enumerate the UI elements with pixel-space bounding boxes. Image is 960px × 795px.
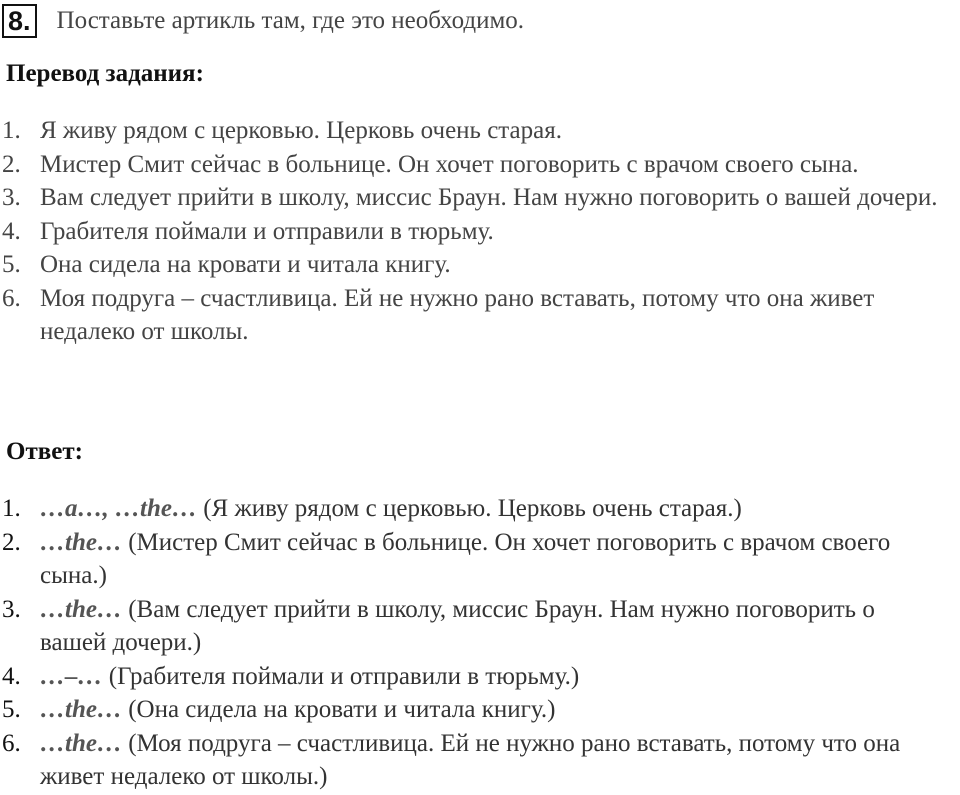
item-text: Она сидела на кровати и читала книгу. <box>40 251 451 278</box>
item-number: 6. <box>2 284 21 312</box>
answer-title: Ответ: <box>6 438 83 465</box>
list-item <box>0 660 958 694</box>
answer-key: …the… <box>40 595 122 623</box>
exercise-header <box>2 4 524 38</box>
answer-list <box>0 492 958 794</box>
item-text: (Она сидела на кровати и читала книгу.) <box>128 696 556 723</box>
list-item <box>0 693 958 727</box>
item-text: (Мистер Смит сейчас в больнице. Он хочет поговорить с врачом своего сына.) <box>40 528 891 589</box>
list-item <box>0 492 958 526</box>
list-item <box>0 593 958 660</box>
item-text: Мистер Смит сейчас в больнице. Он хочет поговорить с врачом своего сына. <box>40 150 859 178</box>
exercise-number: 8. <box>2 4 37 38</box>
item-text: Моя подруга – счастливица. Ей не нужно рано вставать, потому что она живет недалеко от школы. <box>40 284 875 345</box>
list-item <box>0 148 958 182</box>
item-number: 3. <box>2 184 21 211</box>
item-text: Я живу рядом с церковью. Церковь очень старая. <box>40 117 562 144</box>
item-number: 6. <box>2 729 21 757</box>
translation-list <box>0 114 958 349</box>
list-item <box>0 526 958 593</box>
list-item <box>0 114 958 148</box>
item-number: 4. <box>2 217 21 245</box>
item-number: 2. <box>2 528 21 556</box>
item-number: 1. <box>2 495 21 522</box>
item-number: 2. <box>2 150 21 178</box>
exercise-instruction: Поставьте артикль там, где это необходимо. <box>56 7 525 34</box>
item-number: 3. <box>2 595 21 623</box>
answer-key: …a…, …the… <box>40 495 197 522</box>
answer-key: …the… <box>40 729 122 757</box>
item-number: 4. <box>2 662 21 690</box>
item-number: 5. <box>2 696 21 723</box>
item-text: (Я живу рядом с церковью. Церковь очень старая.) <box>203 495 742 522</box>
answer-key: …the… <box>40 696 122 723</box>
list-item <box>0 282 958 349</box>
list-item <box>0 248 958 282</box>
item-text: (Моя подруга – счастливица. Ей не нужно рано вставать, потому что она живет недалеко от школы.) <box>40 729 901 790</box>
item-text: (Грабителя поймали и отправили в тюрьму.) <box>108 662 580 690</box>
item-number: 5. <box>2 251 21 278</box>
list-item <box>0 215 958 249</box>
item-text: (Вам следует прийти в школу, миссис Браун. Нам нужно поговорить о вашей дочери.) <box>40 595 875 656</box>
item-number: 1. <box>2 117 21 144</box>
list-item <box>0 181 958 215</box>
list-item <box>0 727 958 794</box>
item-text: Вам следует прийти в школу, миссис Браун. Нам нужно поговорить о вашей дочери. <box>40 184 938 211</box>
answer-key: …the… <box>40 528 122 556</box>
translation-title: Перевод задания: <box>6 60 204 87</box>
item-text: Грабителя поймали и отправили в тюрьму. <box>40 217 494 245</box>
answer-key: …–… <box>40 662 103 690</box>
